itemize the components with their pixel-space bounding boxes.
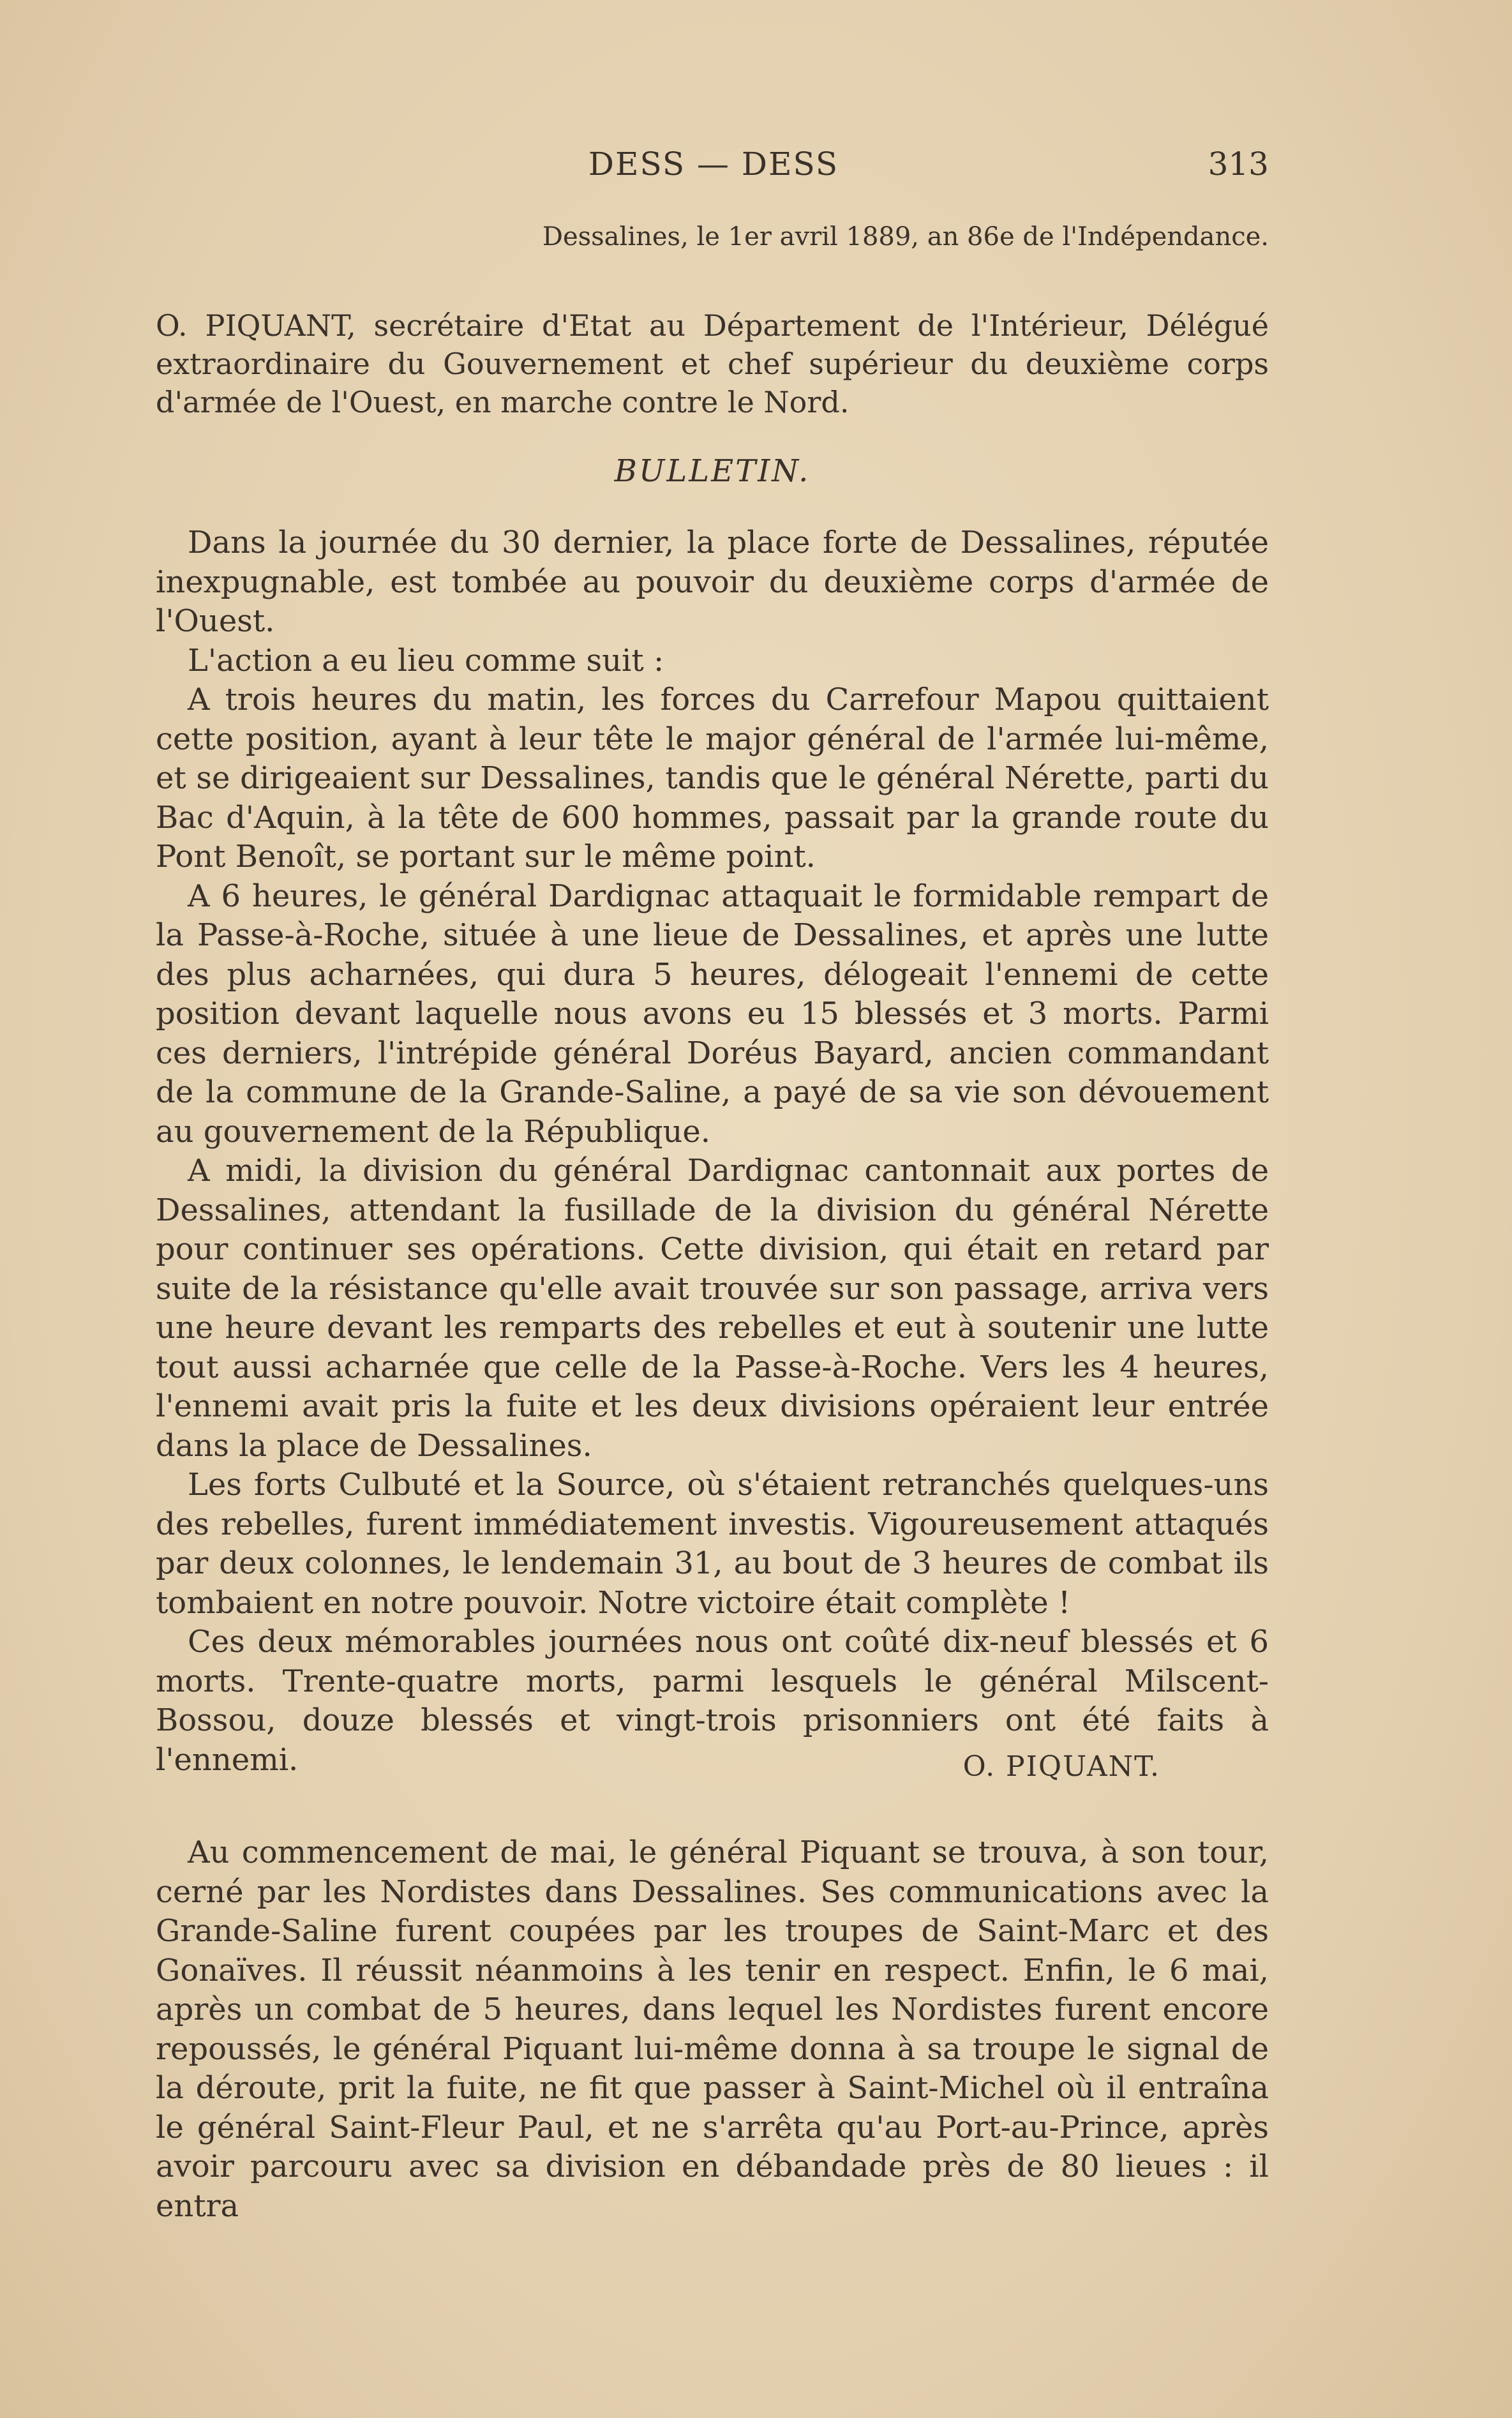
running-title: DESS — DESS [588,146,839,183]
signature: O. PIQUANT. [962,1750,1160,1783]
paragraph: Au commencement de mai, le général Piquant se trouva, à son tour, cerné par les Nordistes dans Dessalines. Ses communications avec la Grande-Saline furent coupées par les troupes de Saint-Marc et des Gonaïves. Il réussit néanmoins à les tenir en respect. Enfin, le 6 mai, après un combat de 5 heures, dans lequel les Nordistes furent encore repoussés, le général Piquant lui-même donna à sa troupe le signal de la déroute, prit la fuite, ne fit que passer à Saint-Michel où il entraîna le général Saint-Fleur Paul, et ne s'arrêta qu'au Port-au-Prince, après avoir parcouru avec sa division en débandade près de 80 lieues : il entra [156,1835,1269,2224]
paragraph: Dans la journée du 30 dernier, la place forte de Dessalines, réputée inexpugnable, est tombée au pouvoir du deuxième corps d'armée de l'Ouest. [156,525,1269,639]
paragraph: L'action a eu lieu comme suit : [188,642,664,679]
page-number: 313 [1208,146,1269,183]
paragraph: Ces deux mémorables journées nous ont coûté dix-neuf blessés et 6 morts. Trente-quatre morts, parmi lesquels le général Milscent-Bossou, douze blessés et vingt-trois prisonniers ont été faits à l'ennemi. [156,1624,1269,1778]
paragraph: A midi, la division du général Dardignac cantonnait aux portes de Dessalines, attendant la fusillade de la division du général Nérette pour continuer ses opérations. Cette division, qui était en retard par suite de la résistance qu'elle avait trouvée sur son passage, arriva vers une heure devant les remparts des rebelles et eut à soutenir une lutte tout aussi acharnée que celle de la Passe-à-Roche. Vers les 4 heures, l'ennemi avait pris la fuite et les deux divisions opéraient leur entrée dans la place de Dessalines. [156,1153,1269,1464]
page-header [158,146,1269,197]
author-block: O. PIQUANT, secrétaire d'Etat au Département de l'Intérieur, Délégué extraordinaire du Gouvernement et chef supérieur du deuxième corps d'armée de l'Ouest, en marche contre le Nord. [156,308,1269,419]
paragraph: A trois heures du matin, les forces du Carrefour Mapou quittaient cette position, ayant à leur tête le major général de l'armée lui-même, et se dirigeaient sur Dessalines, tandis que le général Nérette, parti du Bac d'Aquin, à la tête de 600 hommes, passait par la grande route du Pont Benoît, se portant sur le même point. [156,682,1269,875]
bulletin-body [156,523,1269,1780]
dateline: Dessalines, le 1er avril 1889, an 86e de l'Indépendance. [542,222,1269,252]
bulletin-title: BULLETIN. [614,453,811,489]
paragraph: Les forts Culbuté et la Source, où s'étaient retranchés quelques-uns des rebelles, furent immédiatement investis. Vigoureusement attaqués par deux colonnes, le lendemain 31, au bout de 3 heures de combat ils tombaient en notre pouvoir. Notre victoire était complète ! [156,1467,1269,1621]
continuation-text [156,1833,1269,2226]
paragraph: A 6 heures, le général Dardignac attaquait le formidable rempart de la Passe-à-Roche, située à une lieue de Dessalines, et après une lutte des plus acharnées, qui dura 5 heures, délogeait l'ennemi de cette position devant laquelle nous avons eu 15 blessés et 3 morts. Parmi ces derniers, l'intrépide général Doréus Bayard, ancien commandant de la commune de la Grande-Saline, a payé de sa vie son dévouement au gouvernement de la République. [156,878,1269,1150]
